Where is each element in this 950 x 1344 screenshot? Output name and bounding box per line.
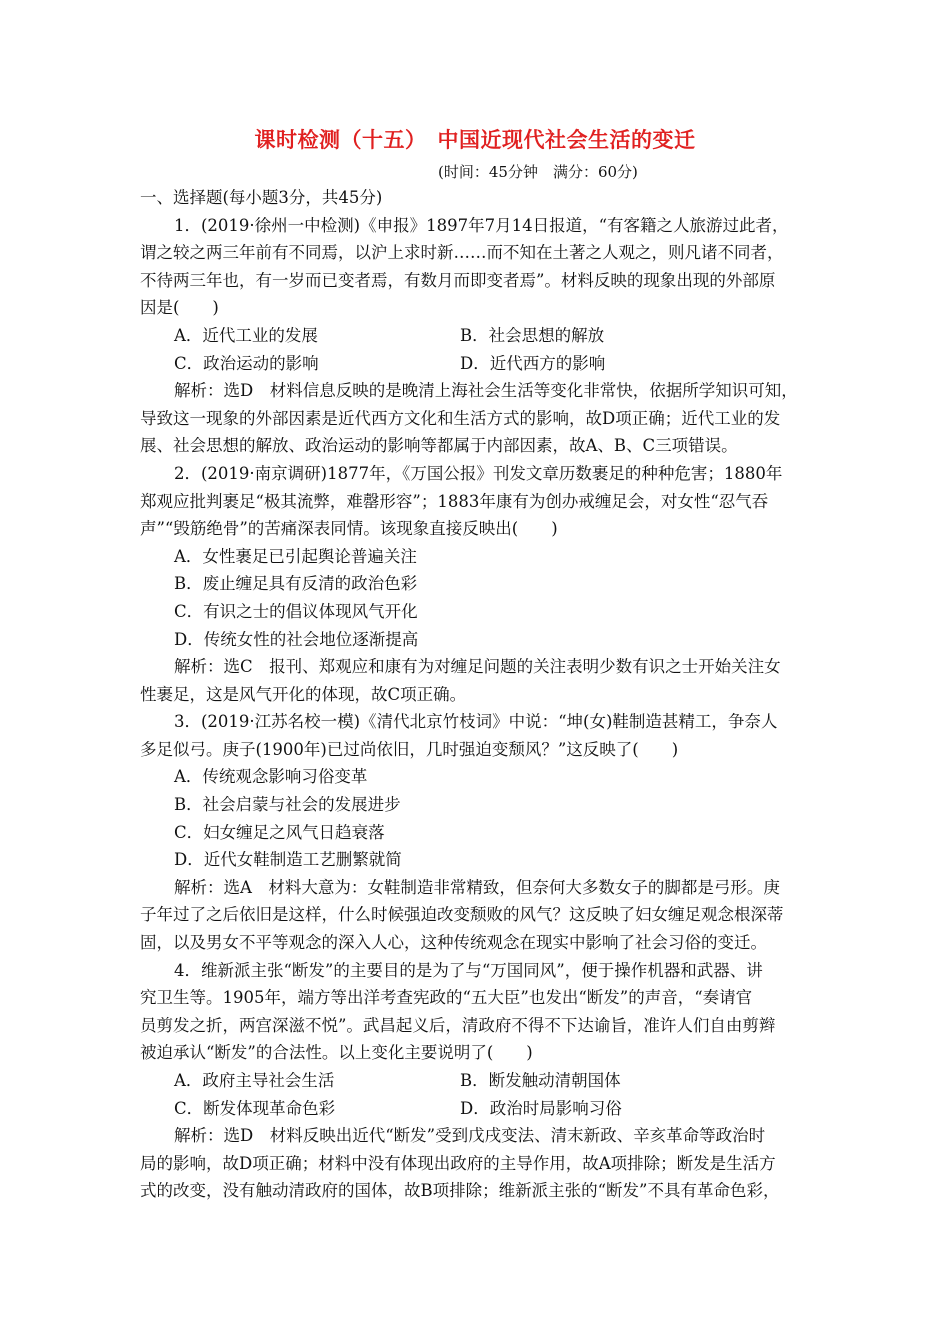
question-3 xyxy=(140,708,816,956)
question-text-line: 1．(2019·徐州一中检测)《申报》1897年7月14日报道，“有客籍之人旅游过此者， xyxy=(174,215,789,235)
question-text-line: 员剪发之折，两宫深滋不悦”。武昌起义后，清政府不得不下达谕旨，准许人们自由剪辫 xyxy=(140,1015,776,1035)
question-text-line: 谓之较之两三年前有不同焉，以沪上求时新……而不知在土著之人观之，则凡诸不同者， xyxy=(140,243,784,263)
time-and-score: (时间：45分钟 满分：60分) xyxy=(438,163,638,181)
question-text-line: 3．(2019·江苏名校一模)《清代北京竹枝词》中说：“坤(女)鞋制造甚精工，争奈人 xyxy=(174,712,778,732)
page-title: 课时检测（十五） 中国近现代社会生活的变迁 xyxy=(254,128,696,152)
question-1 xyxy=(140,212,816,460)
option-b: B．社会启蒙与社会的发展进步 xyxy=(174,795,401,815)
option-b: B．社会思想的解放 xyxy=(460,325,605,345)
analysis-line: 解析：选D 材料信息反映的是晚清上海社会生活等变化非常快，依据所学知识可知， xyxy=(174,381,798,401)
question-4 xyxy=(140,957,816,1205)
analysis-line: 解析：选D 材料反映出近代“断发”受到戊戌变法、清末新政、辛亥革命等政治时 xyxy=(174,1126,766,1146)
options-row xyxy=(140,1095,816,1123)
analysis-line: 固，以及男女不平等观念的深入人心，这种传统观念在现实中影响了社会习俗的变迁。 xyxy=(140,933,767,953)
question-text-line: 因是( ) xyxy=(140,298,219,318)
analysis-line: 展、社会思想的解放、政治运动的影响等都属于内部因素，故A、B、C三项错误。 xyxy=(140,436,738,456)
question-text-line: 2．(2019·南京调研)1877年，《万国公报》刊发文章历数裹足的种种危害；1880年 xyxy=(174,463,783,483)
option-c: C．断发体现革命色彩 xyxy=(174,1098,336,1118)
options-row xyxy=(140,322,816,350)
question-text-line: 郑观应批判裹足“极其流弊，难罄形容”；1883年康有为创办戒缠足会，对女性“忍气吞 xyxy=(140,491,769,511)
analysis-line: 性裹足，这是风气开化的体现，故C项正确。 xyxy=(140,684,467,704)
option-b: B．废止缠足具有反清的政治色彩 xyxy=(174,574,418,594)
option-a: A．传统观念影响习俗变革 xyxy=(174,767,368,787)
option-c: C．妇女缠足之风气日趋衰落 xyxy=(174,822,385,842)
question-text-line: 声”“毁筋绝骨”的苦痛深表同情。该现象直接反映出( ) xyxy=(140,519,558,539)
analysis-line: 解析：选C 报刊、郑观应和康有为对缠足问题的关注表明少数有识之士开始关注女 xyxy=(174,657,781,677)
analysis-line: 子年过了之后依旧是这样，什么时候强迫改变颓败的风气？这反映了妇女缠足观念根深蒂 xyxy=(140,905,784,925)
question-2 xyxy=(140,460,816,708)
analysis-line: 导致这一现象的外部因素是近代西方文化和生活方式的影响，故D项正确；近代工业的发 xyxy=(140,408,781,428)
section-heading: 一、选择题(每小题3分，共45分) xyxy=(140,188,383,207)
option-c: C．政治运动的影响 xyxy=(174,353,319,373)
option-a: A．政府主导社会生活 xyxy=(174,1071,335,1090)
analysis-line: 局的影响，故D项正确；材料中没有体现出政府的主导作用，故A项排除；断发是生活方 xyxy=(140,1153,776,1173)
option-d: D．传统女性的社会地位逐渐提高 xyxy=(174,629,419,649)
option-d: D．近代西方的影响 xyxy=(460,353,606,373)
question-text-line: 究卫生等。1905年，端方等出洋考查宪政的“五大臣”也发出“断发”的声音，“奏请官 xyxy=(140,988,753,1008)
document-body xyxy=(140,184,816,1205)
option-c: C．有识之士的倡议体现风气开化 xyxy=(174,601,418,621)
analysis-line: 式的改变，没有触动清政府的国体，故B项排除；维新派主张的“断发”不具有革命色彩， xyxy=(140,1181,780,1201)
options-row xyxy=(140,350,816,378)
options-row xyxy=(140,1067,816,1095)
question-text-line: 被迫承认“断发”的合法性。以上变化主要说明了( ) xyxy=(140,1043,533,1063)
option-a: A．女性裹足已引起舆论普遍关注 xyxy=(174,546,417,566)
option-a: A．近代工业的发展 xyxy=(174,325,318,345)
question-text-line: 多足似弓。庚子(1900年)已过尚依旧，几时强迫变颓风？”这反映了( ) xyxy=(140,739,679,759)
analysis-line: 解析：选A 材料大意为：女鞋制造非常精致，但奈何大多数女子的脚都是弓形。庚 xyxy=(174,877,780,897)
question-text-line: 4．维新派主张“断发”的主要目的是为了与“万国同风”，便于操作机器和武器、讲 xyxy=(174,960,763,980)
option-d: D．政治时局影响习俗 xyxy=(460,1098,622,1118)
option-d: D．近代女鞋制造工艺删繁就简 xyxy=(174,850,402,870)
option-b: B．断发触动清朝国体 xyxy=(460,1071,621,1090)
question-text-line: 不待两三年也，有一岁而已变者焉，有数月而即变者焉”。材料反映的现象出现的外部原 xyxy=(140,270,776,290)
